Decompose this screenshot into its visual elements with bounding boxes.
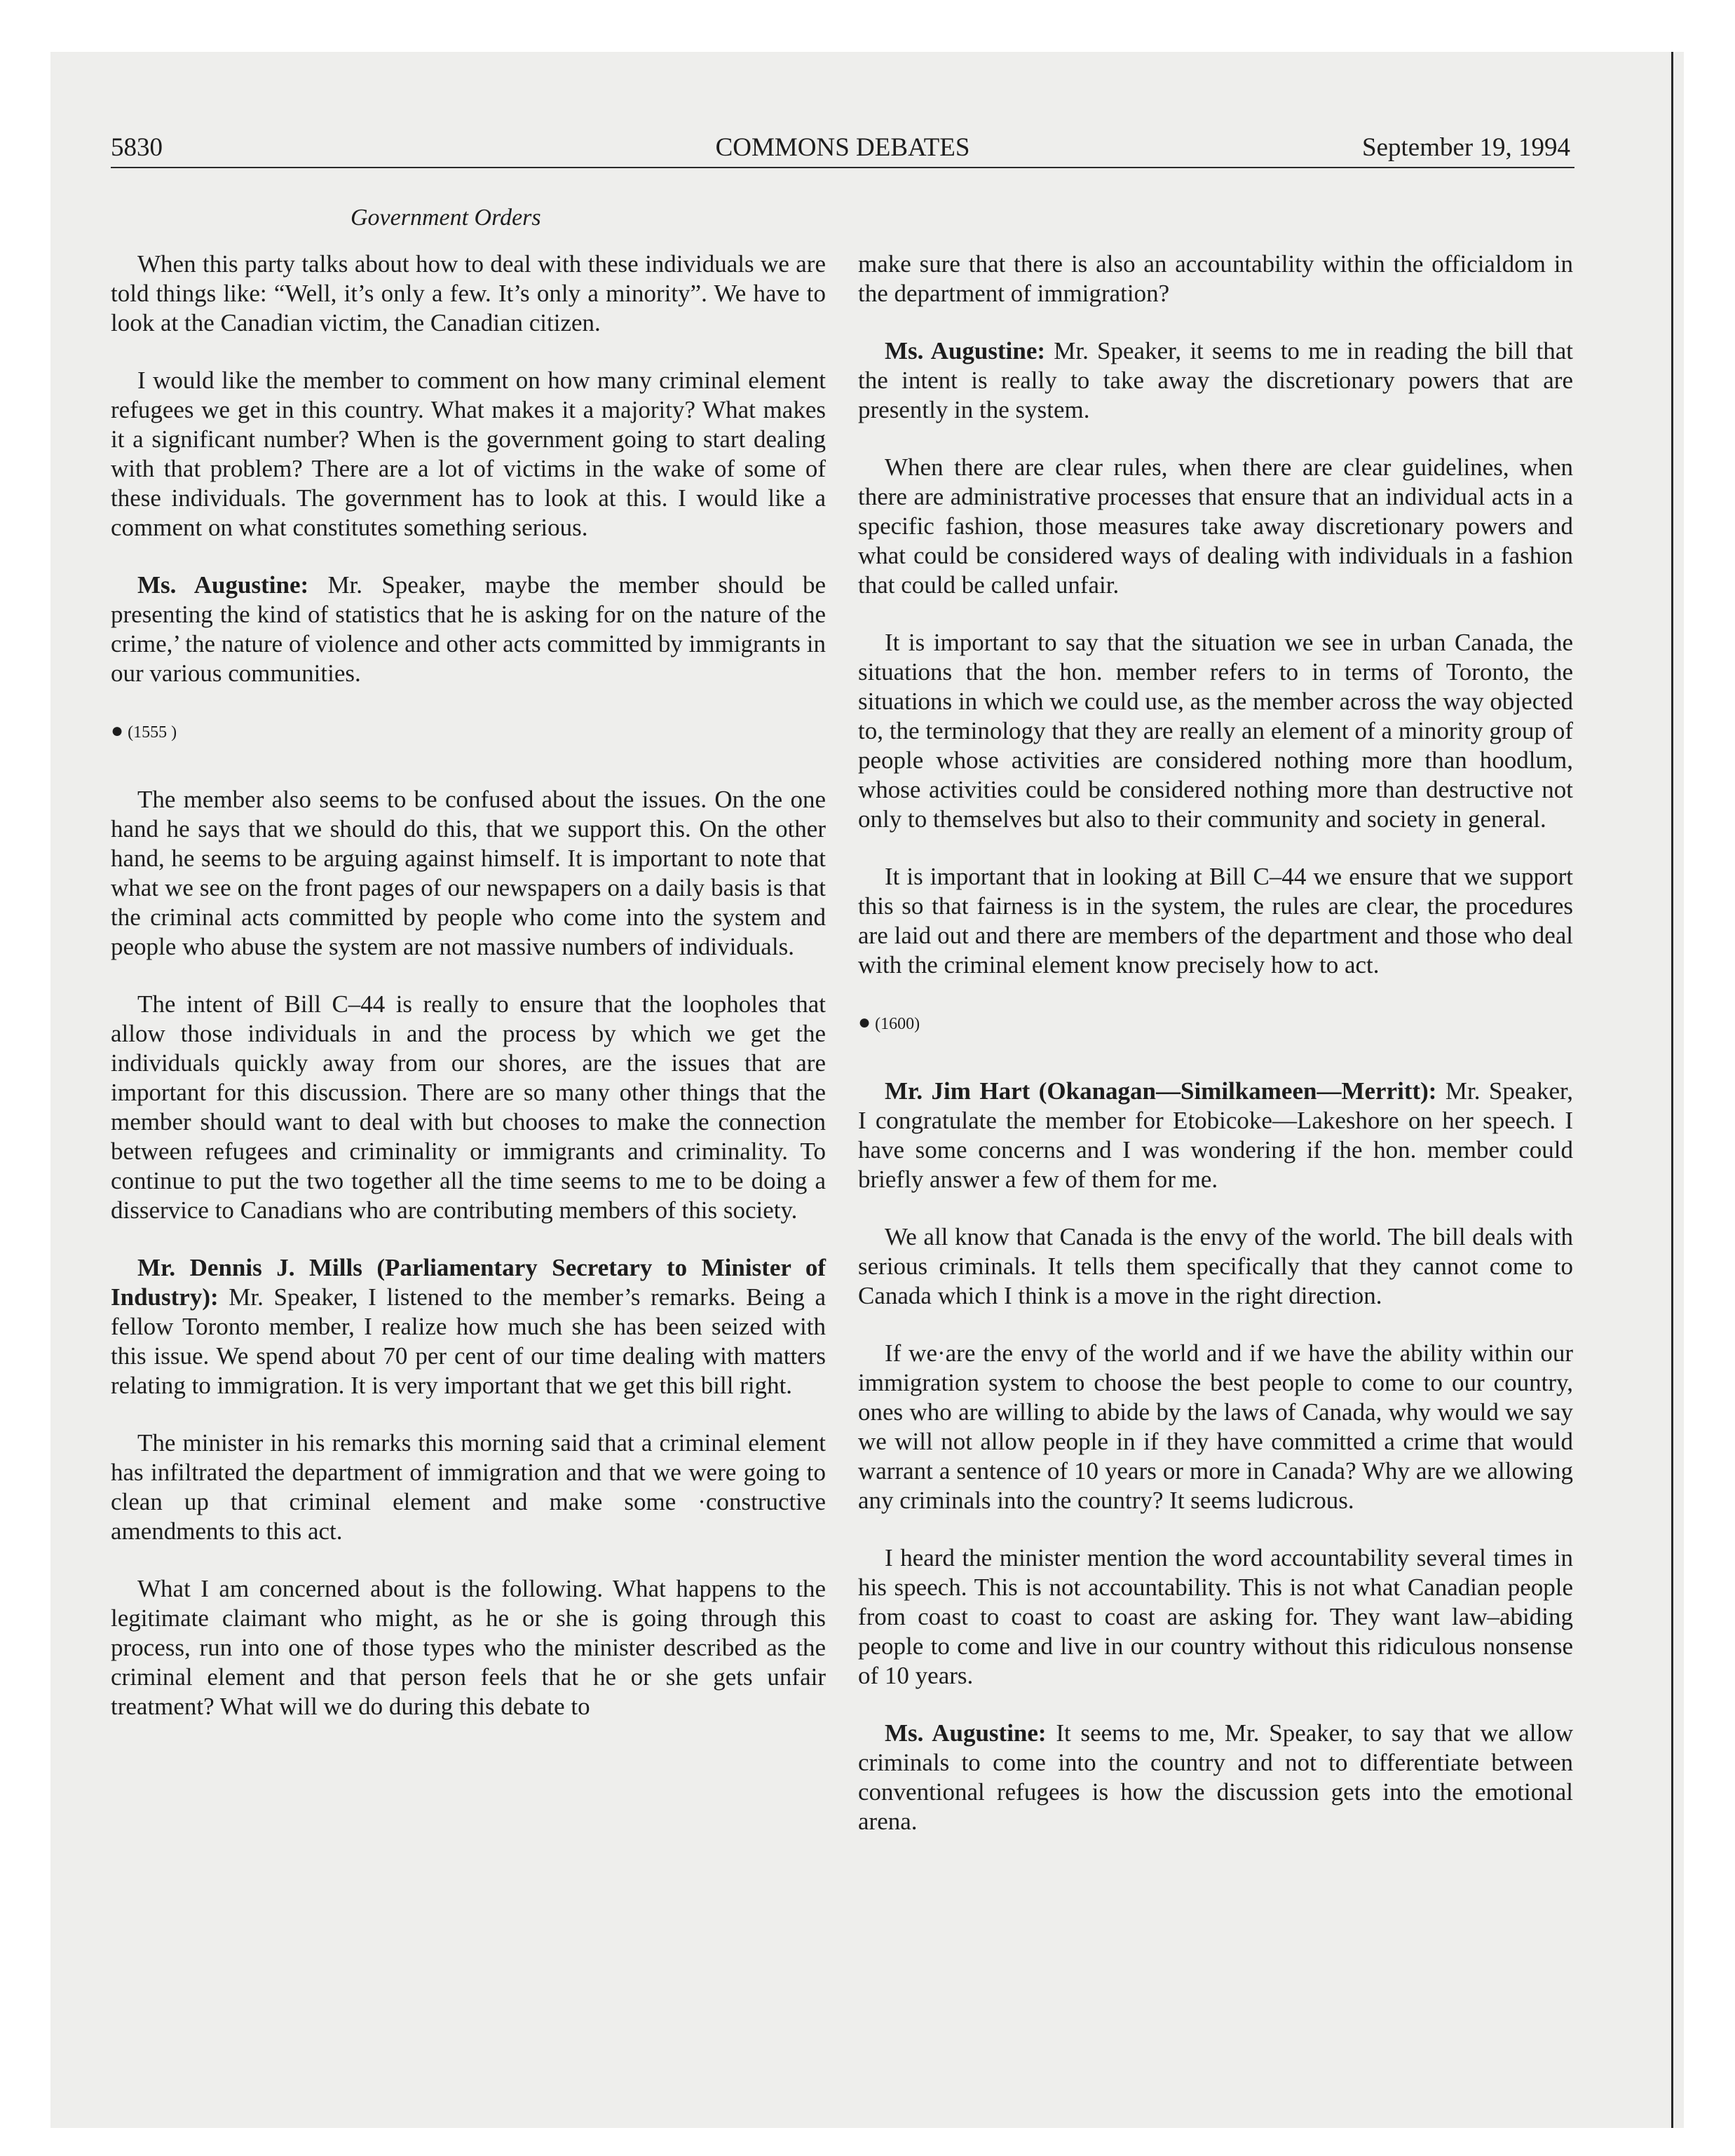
speech-text: It seems to me, Mr. Speaker, to say that we allow criminals to come into the country and not to differentiate between conventional refugees is how the discussion gets into the emotional arena. xyxy=(858,1719,1573,1835)
speech-paragraph xyxy=(858,336,1573,425)
paragraph: If we·are the envy of the world and if we have the ability within our immigration system to choose the best people to come to our country, ones who are willing to abide by the laws of Canada, why would we say we will not allow people in if they have committed a crime that would warrant a sentence of 10 years or more in Canada? Why are we allowing any criminals into the country? It seems ludicrous. xyxy=(858,1339,1573,1514)
speech-text: Mr. Speaker, it seems to me in reading the bill that the intent is really to take away the discretionary powers that are presently in the system. xyxy=(858,337,1573,423)
right-column xyxy=(858,250,1573,1864)
speaker-name: Ms. Augustine: xyxy=(137,571,309,599)
time-marker xyxy=(858,1008,1573,1039)
page-header xyxy=(111,132,1574,168)
left-column xyxy=(111,250,826,1749)
paragraph: I heard the minister mention the word accountability several times in his speech. This is not accountability. This is not what Canadian people from coast to coast to coast are asking for. They want law–abiding people to come and live in our country without this ridiculous nonsense of 10 years. xyxy=(858,1544,1573,1689)
publication-date: September 19, 1994 xyxy=(1362,133,1570,162)
paragraph: We all know that Canada is the envy of the world. The bill deals with serious criminals. It tells them specifically that they cannot come to Canada which I think is a move in the right direction. xyxy=(858,1223,1573,1309)
paragraph: What I am concerned about is the following. What happens to the legitimate claimant who might, as he or she is going through this process, run into one of those types who the minister described as the criminal element and that person feels that he or she gets unfair treatment? What will we do during this debate to xyxy=(111,1575,826,1720)
paragraph: When this party talks about how to deal with these individuals we are told things like: “Well, it’s only a few. It’s only a minority”. We have to look at the Canadian victim, the Canadian citizen. xyxy=(111,250,826,336)
speech-paragraph xyxy=(858,1077,1573,1194)
section-title: Government Orders xyxy=(351,205,541,231)
speaker-name: Mr. Dennis J. Mills (Parliamentary Secretary to Minister of Industry): xyxy=(111,1254,826,1311)
speaker-name: Ms. Augustine: xyxy=(885,337,1046,364)
speech-paragraph xyxy=(111,1253,826,1400)
paragraph: I would like the member to comment on how many criminal element refugees we get in this country. What makes it a majority? What makes it a significant number? When is the government going to start dealing with that problem? There are a lot of victims in the wake of some of these individuals. The government has to look at this. I would like a comment on what constitutes something serious. xyxy=(111,367,826,541)
paragraph-continued: make sure that there is also an accountability within the officialdom in the department of immigration? xyxy=(858,250,1573,307)
speech-paragraph xyxy=(858,1719,1573,1836)
speech-text: Mr. Speaker, maybe the member should be presenting the kind of statistics that he is asking for on the nature of the crime,’ the nature of violence and other acts committed by immigrants in our various communities. xyxy=(111,571,826,687)
bullet-icon: ● xyxy=(858,1011,871,1034)
speech-text: Mr. Speaker, I listened to the member’s remarks. Being a fellow Toronto member, I realize how much she has been seized with this issue. We spend about 70 per cent of our time dealing with matters relating to immigration. It is very important that we get this bill right. xyxy=(111,1283,826,1399)
paragraph: The minister in his remarks this morning said that a criminal element has infiltrated the department of immigration and that we were going to clean up that criminal element and make some ·constructive amendments to this act. xyxy=(111,1429,826,1545)
time-marker xyxy=(111,716,826,747)
speech-paragraph xyxy=(111,571,826,688)
paragraph: When there are clear rules, when there are clear guidelines, when there are administrative processes that ensure that an individual acts in a specific fashion, those measures take away discretionary powers and what could be considered ways of dealing with individuals in a fashion that could be called unfair. xyxy=(858,453,1573,599)
speaker-name: Ms. Augustine: xyxy=(885,1719,1047,1747)
speaker-name: Mr. Jim Hart (Okanagan—Similkameen—Merritt): xyxy=(885,1077,1437,1105)
page-edge-line xyxy=(1671,52,1673,2128)
paragraph: It is important to say that the situation we see in urban Canada, the situations that the hon. member refers to in terms of Toronto, the situations in which we could use, as the member across the way objected to, the terminology that they are really an element of a minority group of people whose activities are considered nothing more than hoodlum, whose activities could be considered nothing more than destructive not only to themselves but also to their community and society in general. xyxy=(858,629,1573,833)
paragraph: The intent of Bill C–44 is really to ensure that the loopholes that allow those individuals in and the process by which we get the individuals quickly away from our shores, are the issues that are important for this discussion. There are so many other things that the member should want to deal with but chooses to make the connection between refugees and criminality or immigrants and criminality. To continue to put the two together all the time seems to me to be doing a disservice to Canadians who are contributing members of this society. xyxy=(111,990,826,1224)
bullet-icon: ● xyxy=(111,719,124,742)
paragraph: It is important that in looking at Bill C–44 we ensure that we support this so that fairness is in the system, the rules are clear, the procedures are laid out and there are members of the department and those who deal with the criminal element know precisely how to act. xyxy=(858,863,1573,978)
time-marker-text: (1600) xyxy=(875,1015,920,1033)
time-marker-text: (1555 ) xyxy=(128,723,177,742)
paragraph: The member also seems to be confused about the issues. On the one hand he says that we should do this, that we support this. On the other hand, he seems to be arguing against himself. It is important to note that what we see on the front pages of our newspapers on a daily basis is that the criminal acts committed by people who come into the system and people who abuse the system are not massive numbers of individuals. xyxy=(111,786,826,960)
page-number: 5830 xyxy=(111,133,163,162)
publication-title: COMMONS DEBATES xyxy=(715,133,970,162)
speech-text: Mr. Speaker, I congratulate the member for Etobicoke—Lakeshore on her speech. I have some concerns and I was wondering if the hon. member could briefly answer a few of them for me. xyxy=(858,1077,1574,1193)
